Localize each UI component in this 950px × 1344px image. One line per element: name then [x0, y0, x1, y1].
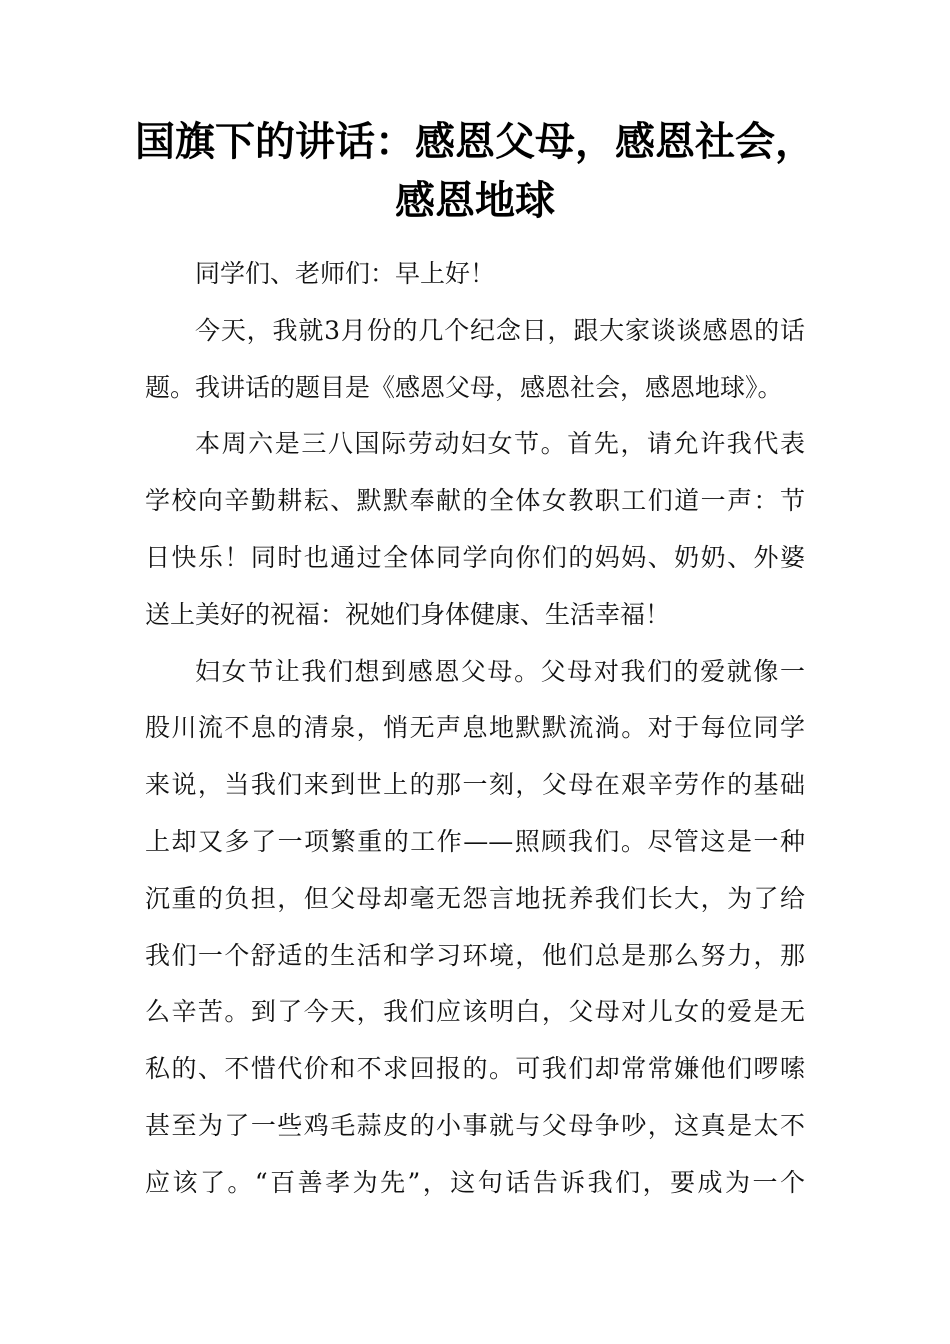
document-body — [145, 248, 805, 1214]
paragraph-line: 送上美好的祝福：祝她们身体健康、生活幸福！ — [145, 599, 671, 629]
paragraph-line: 学校向辛勤耕耘、默默奉献的全体女教职工们道一声：节 — [145, 486, 805, 516]
paragraph-line: 甚至为了一些鸡毛蒜皮的小事就与父母争吵，这真是太不 — [145, 1110, 805, 1140]
paragraph-line: 么辛苦。到了今天，我们应该明白，父母对儿女的爱是无 — [145, 997, 805, 1027]
paragraph-line: 妇女节让我们想到感恩父母。父母对我们的爱就像一 — [195, 656, 805, 686]
document-title — [100, 112, 850, 230]
paragraph-line: 日快乐！同时也通过全体同学向你们的妈妈、奶奶、外婆 — [145, 542, 805, 572]
paragraph-line: 私的、不惜代价和不求回报的。可我们却常常嫌他们啰嗦 — [145, 1054, 805, 1084]
greeting-line: 同学们、老师们：早上好！ — [195, 259, 496, 288]
paragraph-line: 来说，当我们来到世上的那一刻，父母在艰辛劳作的基础 — [145, 770, 805, 800]
paragraph-line: 我们一个舒适的生活和学习环境，他们总是那么努力，那 — [145, 940, 805, 970]
title-line-2: 感恩地球 — [395, 177, 555, 224]
paragraph-line: 沉重的负担，但父母却毫无怨言地抚养我们长大，为了给 — [145, 883, 805, 913]
paragraph-line: 本周六是三八国际劳动妇女节。首先，请允许我代表 — [195, 429, 805, 459]
title-line-1: 国旗下的讲话：感恩父母，感恩社会， — [135, 118, 815, 165]
paragraph-line: 题。我讲话的题目是《感恩父母，感恩社会，感恩地球》。 — [145, 372, 783, 402]
paragraph-line: 上却又多了一项繁重的工作——照顾我们。尽管这是一种 — [145, 826, 805, 856]
paragraph-line: 今天，我就3月份的几个纪念日，跟大家谈谈感恩的话 — [195, 315, 805, 345]
paragraph-line: 应该了。“百善孝为先”，这句话告诉我们，要成为一个 — [145, 1167, 805, 1197]
paragraph-line: 股川流不息的清泉，悄无声息地默默流淌。对于每位同学 — [145, 713, 805, 743]
